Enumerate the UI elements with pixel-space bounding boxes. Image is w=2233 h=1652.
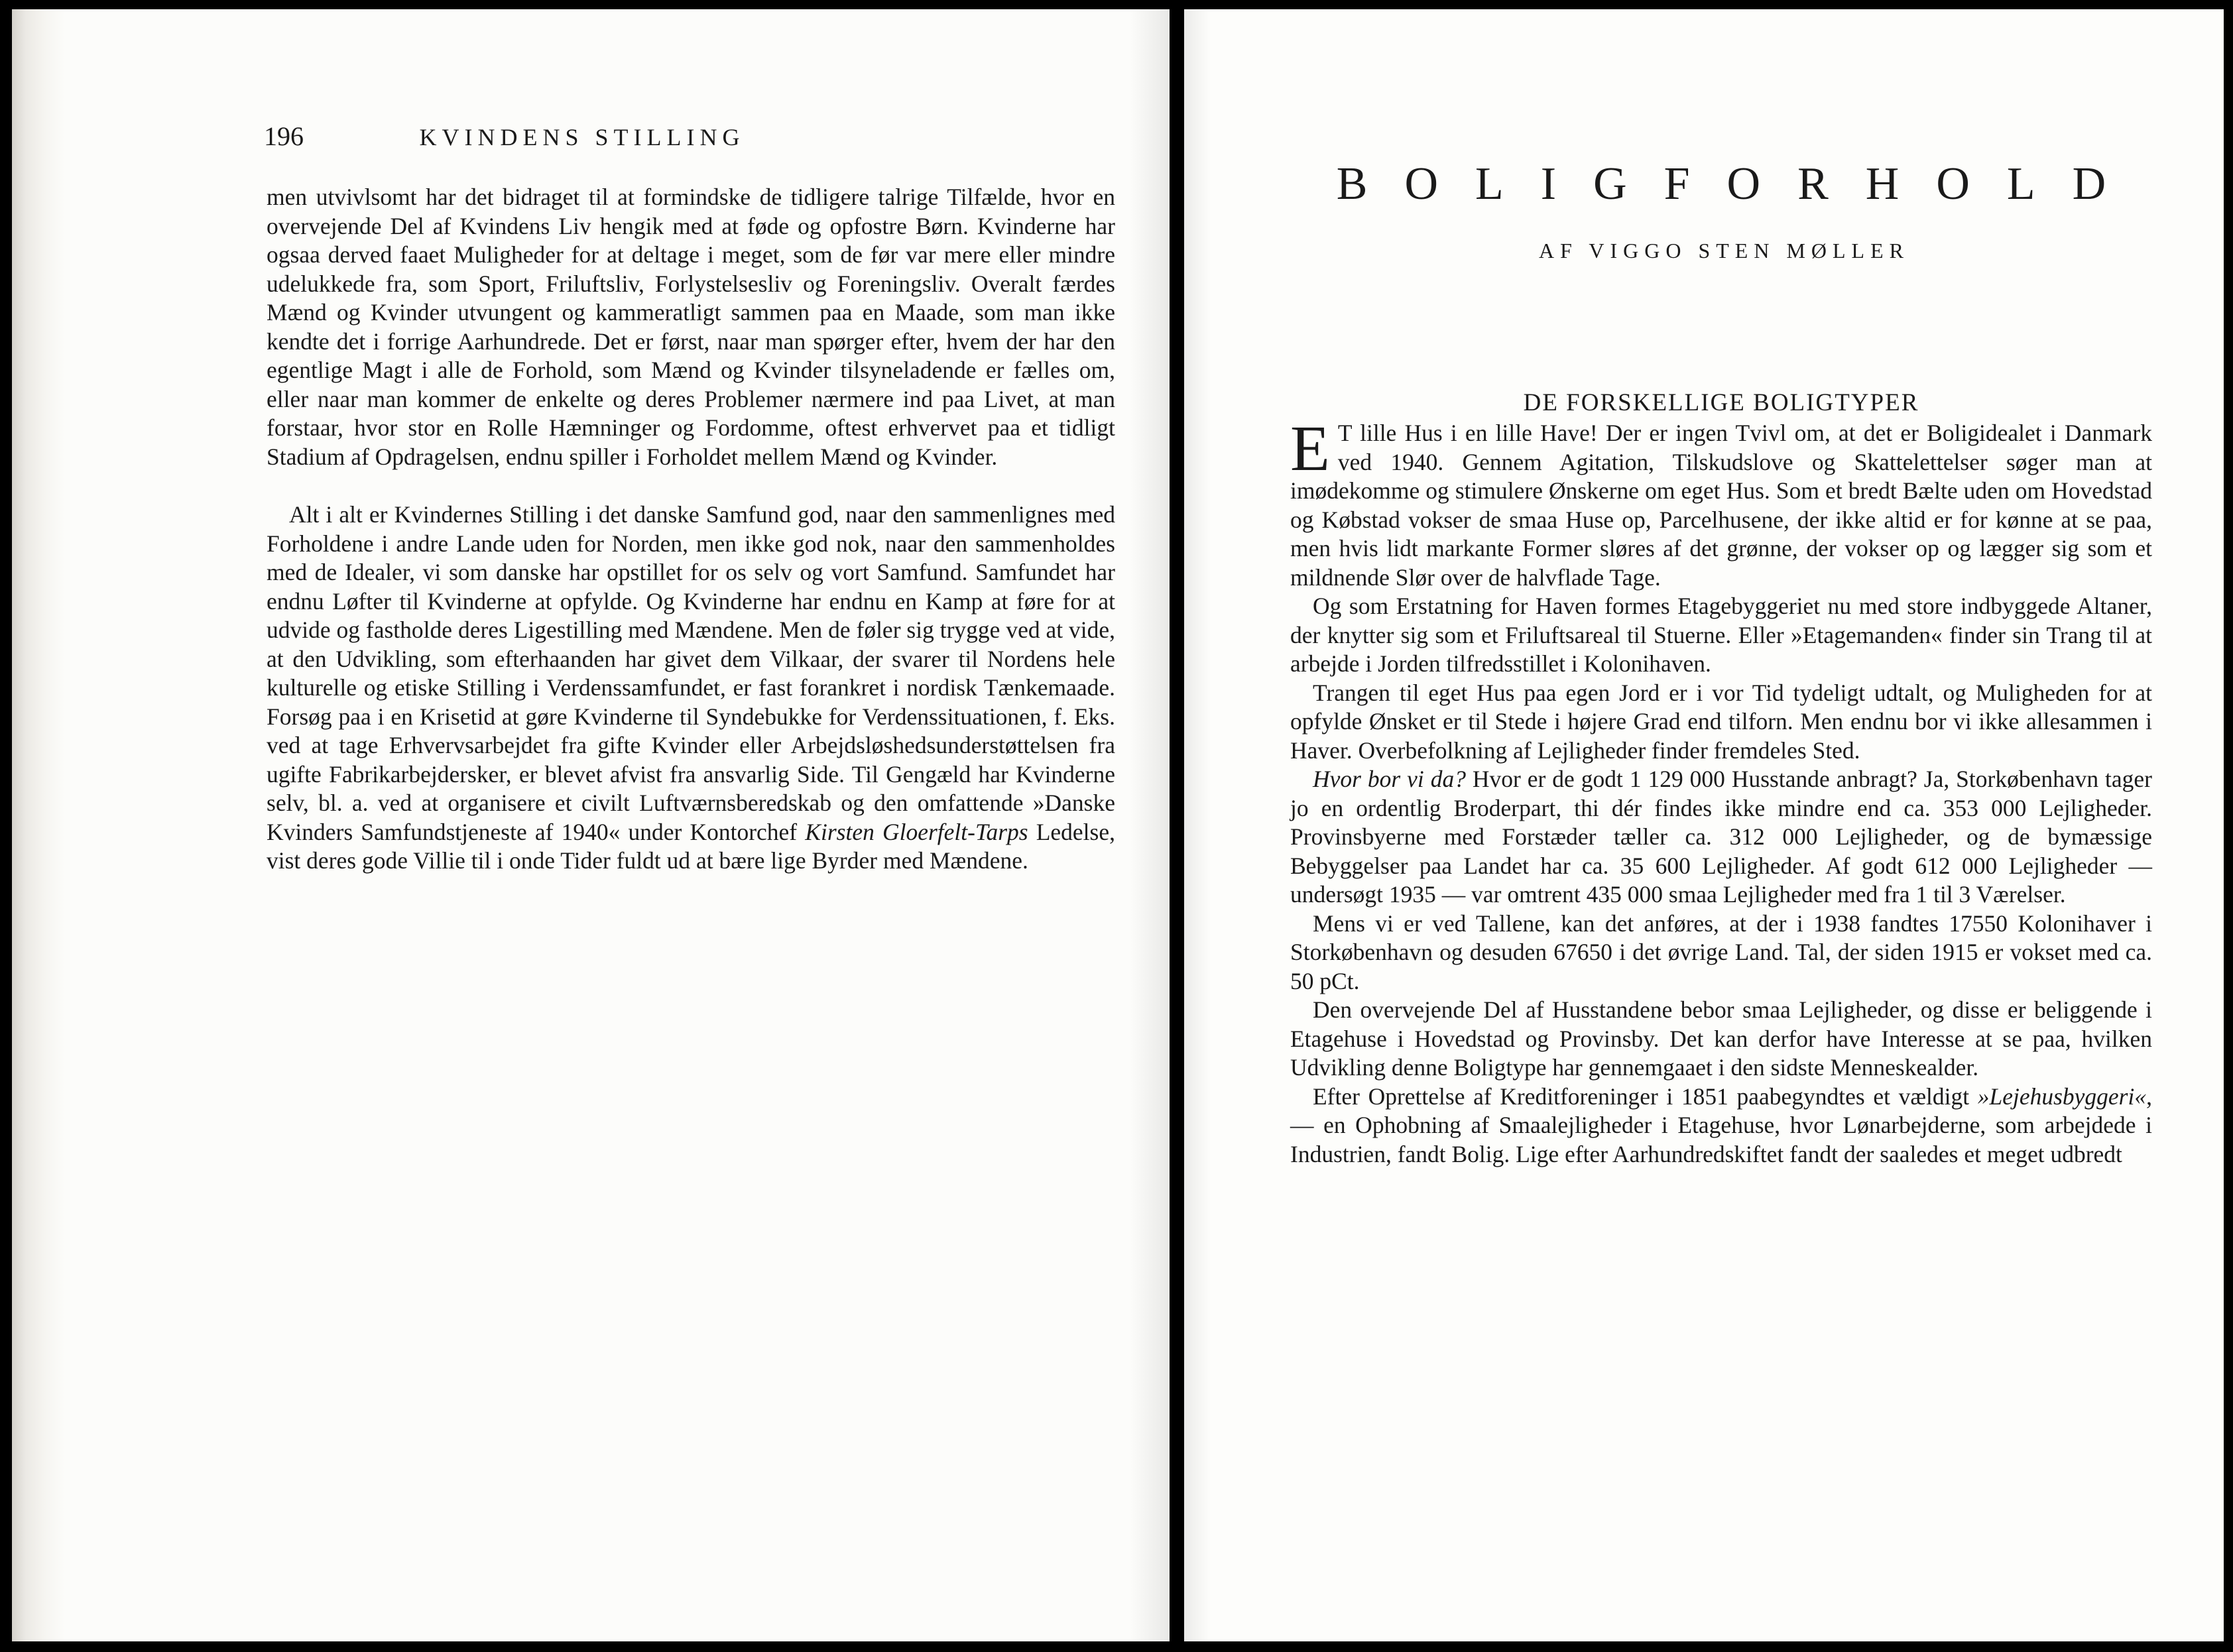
text-run: Mens vi er ved Tallene, kan det anføres, at der i 1938 fandtes 17550 Kolonihaver i Storkøbenhavn og desuden 67650 i det øvrige Land. Tal, der siden 1915 er vokset med ca. 50 pCt. [1290,910,2152,994]
running-head [264,121,900,160]
text-run: Alt i alt er Kvindernes Stilling i det danske Samfund god, naar den sammenlignes med Forholdene i andre Lande uden for Norden, men ikke god nok, naar den sammenholdes med de Idealer, vi som danske har opstillet for os selv og vort Samfund. Samfundet har endnu Løfter til Kvinderne at opfylde. Og Kvinderne har endnu en Kamp at føre for at udvide og fastholde deres Ligestilling med Mændene. Men de føler sig trygge ved at vide, at den Udvikling, som efterhaanden har givet dem Vilkaar, der svarer til Nordens hele kulturelle og etiske Stilling i Verdenssamfundet, er fast forankret i nordisk Tænkemaade. Forsøg paa i en Krisetid at gøre Kvinderne til Syndebukke for Verdenssituationen, f. Eks. ved at tage Erhvervsarbejdet fra gifte Kvinder eller Arbejdsløshedsunderstøttelsen fra ugifte Fabrikarbejdersker, er blevet afvist fra ansvarlig Side. Til Gengæld har Kvinderne selv, bl. a. ved at organisere et civilt Luftværnsberedskab og den omfattende »Danske Kvinders Samfundstjeneste af 1940« under Kontorchef [267,501,1115,845]
text-run: men utvivlsomt har det bidraget til at formindske de tidligere talrige Tilfælde, hvor en overvejende Del af Kvindens Liv hengik med at føde og opfostre Børn. Kvinderne har ogsaa derved faaet Muligheder for at deltage i meget, som de før var mere eller mindre udelukkede fra, som Sport, Friluftsliv, Forlystelsesliv og Foreningsliv. Overalt færdes Mænd og Kvinder utvungent og kammeratligt sammen paa en Maade, som man ikke kendte det i forrige Aarhundrede. Det er først, naar man spørger efter, hvem der har den egentlige Magt i alle de Forhold, som Mænd og Kvinder tilsyneladende er fælles om, eller naar man kommer de enkelte og deres Problemer nærmere ind paa Livet, at man forstaar, hvor stor en Rolle Hæmninger og Fordomme, oftest erhvervet paa et tidligt Stadium af Opdragelsen, endnu spiller i Forholdet mellem Mænd og Kvinder. [267,184,1115,470]
gutter-shadow [1184,9,1211,1641]
paragraph [1290,996,2152,1083]
page-fore-edge [12,9,65,1641]
italic-text: Kirsten Gloerfelt-Tarps [805,818,1028,845]
author-byline: AF VIGGO STEN MØLLER [1539,239,1909,263]
chapter-title: BOLIGFORHOLD [1336,158,2143,209]
text-run: Og som Erstatning for Haven formes Etagebyggeriet nu med store indbyggede Altaner, der knytter sig som et Friluftsareal til Stuerne. Eller »Etagemanden« finder sin Trang til at arbejde i Jorden tilfredsstillet i Kolonihaven. [1290,593,2152,677]
paragraph [1290,1083,2152,1169]
text-run: Den overvejende Del af Husstandene bebor smaa Lejligheder, og disse er beliggende i Etagehuse i Hovedstad og Provinsby. Det kan derfor have Interesse at se paa, hvilken Udvikling denne Boligtype har gennemgaaet i den sidste Menneskealder. [1290,996,2152,1081]
paragraph [1290,413,2152,592]
text-run: Trangen til eget Hus paa egen Jord er i vor Tid tydeligt udtalt, og Muligheden for at opfylde Ønsket er til Stede i højere Grad end tilforn. Men endnu bor vi ikke allesammen i Haver. Overbefolkning af Lejligheder finder fremdeles Sted. [1290,679,2152,764]
gutter-shadow [1130,9,1170,1641]
paragraph [267,183,1115,471]
italic-text: Hvor bor vi da? [1313,766,1466,792]
left-page [12,9,1170,1641]
text-run: Hvor er de godt 1 129 000 Husstande anbragt? Ja, Storkøbenhavn tager jo en ordentlig Broderpart, thi dér findes ikke mindre end ca. 353 000 Lejligheder. Provinsbyerne med Forstæder tæller ca. 312 000 Lejligheder, og de bymæssige Bebyggelser paa Landet har ca. 35 600 Lejligheder. Af godt 612 000 Lejligheder — undersøgt 1935 — var omtrent 435 000 smaa Lejligheder med fra 1 til 3 Værelser. [1290,766,2152,908]
right-page [1184,9,2224,1641]
page-number: 196 [264,121,304,151]
italic-text: »Lejehusbyggeri« [1977,1083,2147,1110]
paragraph [1290,910,2152,996]
paragraph [267,501,1115,876]
text-run: , — en Ophobning af Smaalejligheder i Etagehuse, hvor Lønarbejderne, som arbejdede i Industrien, fandt Bolig. Lige efter Aarhundredskiftet fandt der saaledes et meget udbredt [1290,1083,2152,1167]
paragraph [1290,765,2152,910]
text-run: Ledelse, vist deres gode Villie til i onde Tider fuldt ud at bære lige Byrder med Mændene. [267,818,1115,874]
text-run: T lille Hus i en lille Have! Der er ingen Tvivl om, at det er Boligidealet i Danmark ved 1940. Gennem Agitation, Tilskudslove og Skattelettelser søger man at imødekomme og stimulere Ønskerne om eget Hus. Som et bredt Bælte uden om Hovedstad og Købstad vokser de smaa Huse op, Parcelhusene, der ikke altid er for kønne at se paa, men hvis lidt markante Former sløres af det grønne, der vokser op og lægger sig som et mildnende Slør over de halvflade Tage. [1290,420,2152,591]
paragraph [1290,592,2152,679]
left-body-text [267,183,1115,876]
right-body-text [1290,413,2152,1169]
text-run: Efter Oprettelse af Kreditforeninger i 1851 paabegyndtes et vældigt [1313,1083,1978,1110]
section-heading: DE FORSKELLIGE BOLIGTYPER [1523,389,1919,416]
paragraph [1290,679,2152,766]
drop-cap: E [1290,413,1330,485]
running-title: KVINDENS STILLING [419,124,745,150]
